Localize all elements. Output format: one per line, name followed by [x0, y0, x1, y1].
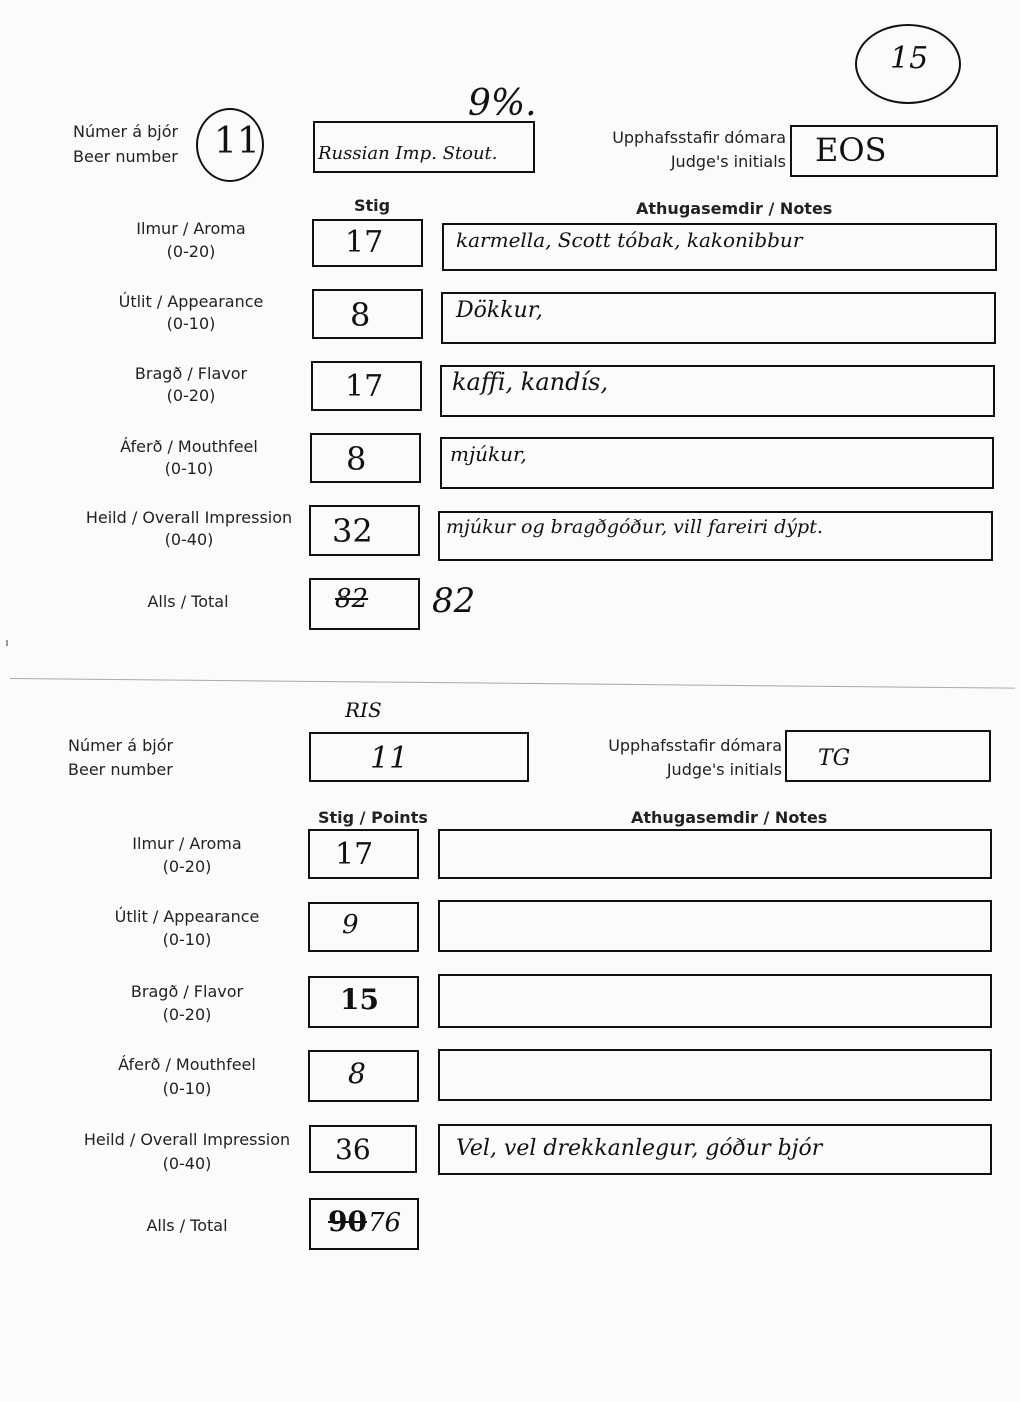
abv-note: 9%.: [468, 83, 537, 124]
appearance-score: 8: [350, 296, 371, 334]
mouthfeel-range: (0-10): [162, 1079, 212, 1098]
beer-number-label: Númer á bjór: [73, 122, 179, 141]
judge-label-en: Judge's initials: [666, 760, 782, 779]
mouthfeel-range: (0-10): [164, 459, 214, 478]
beer-number-label-en: Beer number: [68, 760, 173, 779]
aroma-score: 17: [335, 837, 374, 872]
flavor-range: (0-20): [166, 386, 216, 405]
total-crossed: 82: [335, 584, 369, 614]
scan-mark: [6, 640, 8, 646]
overall-score: 36: [335, 1133, 371, 1166]
points-header: Stig: [354, 196, 391, 215]
flavor-label: Bragð / Flavor: [134, 364, 248, 383]
points-header: Stig / Points: [318, 808, 428, 827]
judge-label: Upphafsstafir dómara: [612, 128, 786, 147]
aroma-score: 17: [345, 225, 384, 260]
appearance-notes: Dökkur,: [456, 298, 543, 323]
judge-initials: EOS: [815, 131, 887, 169]
mouthfeel-notes: mjúkur,: [450, 442, 527, 466]
mouthfeel-score: 8: [346, 440, 367, 478]
appearance-notes-box[interactable]: [438, 900, 992, 952]
judge-label: Upphafsstafir dómara: [608, 736, 782, 755]
beer-style-note: RIS: [345, 698, 382, 722]
total-written: 82: [432, 581, 476, 621]
total-label: Alls / Total: [147, 592, 229, 611]
judge-initials: TG: [818, 746, 851, 771]
notes-header: Athugasemdir / Notes: [631, 808, 828, 827]
aroma-notes: karmella, Scott tóbak, kakonibbur: [456, 228, 803, 252]
overall-notes: mjúkur og bragðgóður, vill fareiri dýpt.: [446, 516, 823, 538]
appearance-range: (0-10): [166, 314, 216, 333]
flavor-notes-box[interactable]: [438, 974, 992, 1028]
beer-style-note: Russian Imp. Stout.: [318, 143, 498, 164]
overall-score: 32: [332, 512, 373, 550]
sheet-divider: [10, 678, 1015, 689]
notes-header: Athugasemdir / Notes: [636, 199, 833, 218]
total-written: 76: [368, 1208, 402, 1238]
beer-number: 11: [370, 741, 409, 776]
mouthfeel-label: Áferð / Mouthfeel: [120, 437, 258, 456]
beer-number-circled: 11: [214, 121, 260, 162]
appearance-label: Útlit / Appearance: [114, 907, 260, 926]
appearance-score: 9: [342, 910, 359, 940]
overall-label: Heild / Overall Impression: [85, 508, 293, 527]
overall-range: (0-40): [164, 530, 214, 549]
total-label: Alls / Total: [146, 1216, 228, 1235]
aroma-label: Ilmur / Aroma: [136, 219, 246, 238]
mouthfeel-score: 8: [348, 1057, 366, 1090]
aroma-range: (0-20): [166, 242, 216, 261]
appearance-range: (0-10): [162, 930, 212, 949]
beer-number-label: Númer á bjór: [68, 736, 174, 755]
beer-number-box[interactable]: [309, 732, 529, 782]
overall-label: Heild / Overall Impression: [83, 1130, 291, 1149]
corner-number: 15: [890, 41, 929, 76]
judge-initials-box[interactable]: [785, 730, 991, 782]
judge-label-en: Judge's initials: [670, 152, 786, 171]
beer-number-label-en: Beer number: [73, 147, 178, 166]
flavor-range: (0-20): [162, 1005, 212, 1024]
aroma-notes-box[interactable]: [438, 829, 992, 879]
appearance-score-box[interactable]: [308, 902, 419, 952]
aroma-range: (0-20): [162, 857, 212, 876]
aroma-label: Ilmur / Aroma: [132, 834, 242, 853]
flavor-score: 15: [340, 983, 379, 1016]
overall-notes: Vel, vel drekkanlegur, góður bjór: [456, 1136, 823, 1161]
flavor-notes: kaffi, kandís,: [452, 368, 609, 396]
appearance-label: Útlit / Appearance: [118, 292, 264, 311]
flavor-label: Bragð / Flavor: [130, 982, 244, 1001]
overall-range: (0-40): [162, 1154, 212, 1173]
flavor-score: 17: [345, 369, 384, 404]
mouthfeel-notes-box[interactable]: [438, 1049, 992, 1101]
mouthfeel-label: Áferð / Mouthfeel: [118, 1055, 256, 1074]
total-crossed: 90: [328, 1205, 367, 1238]
